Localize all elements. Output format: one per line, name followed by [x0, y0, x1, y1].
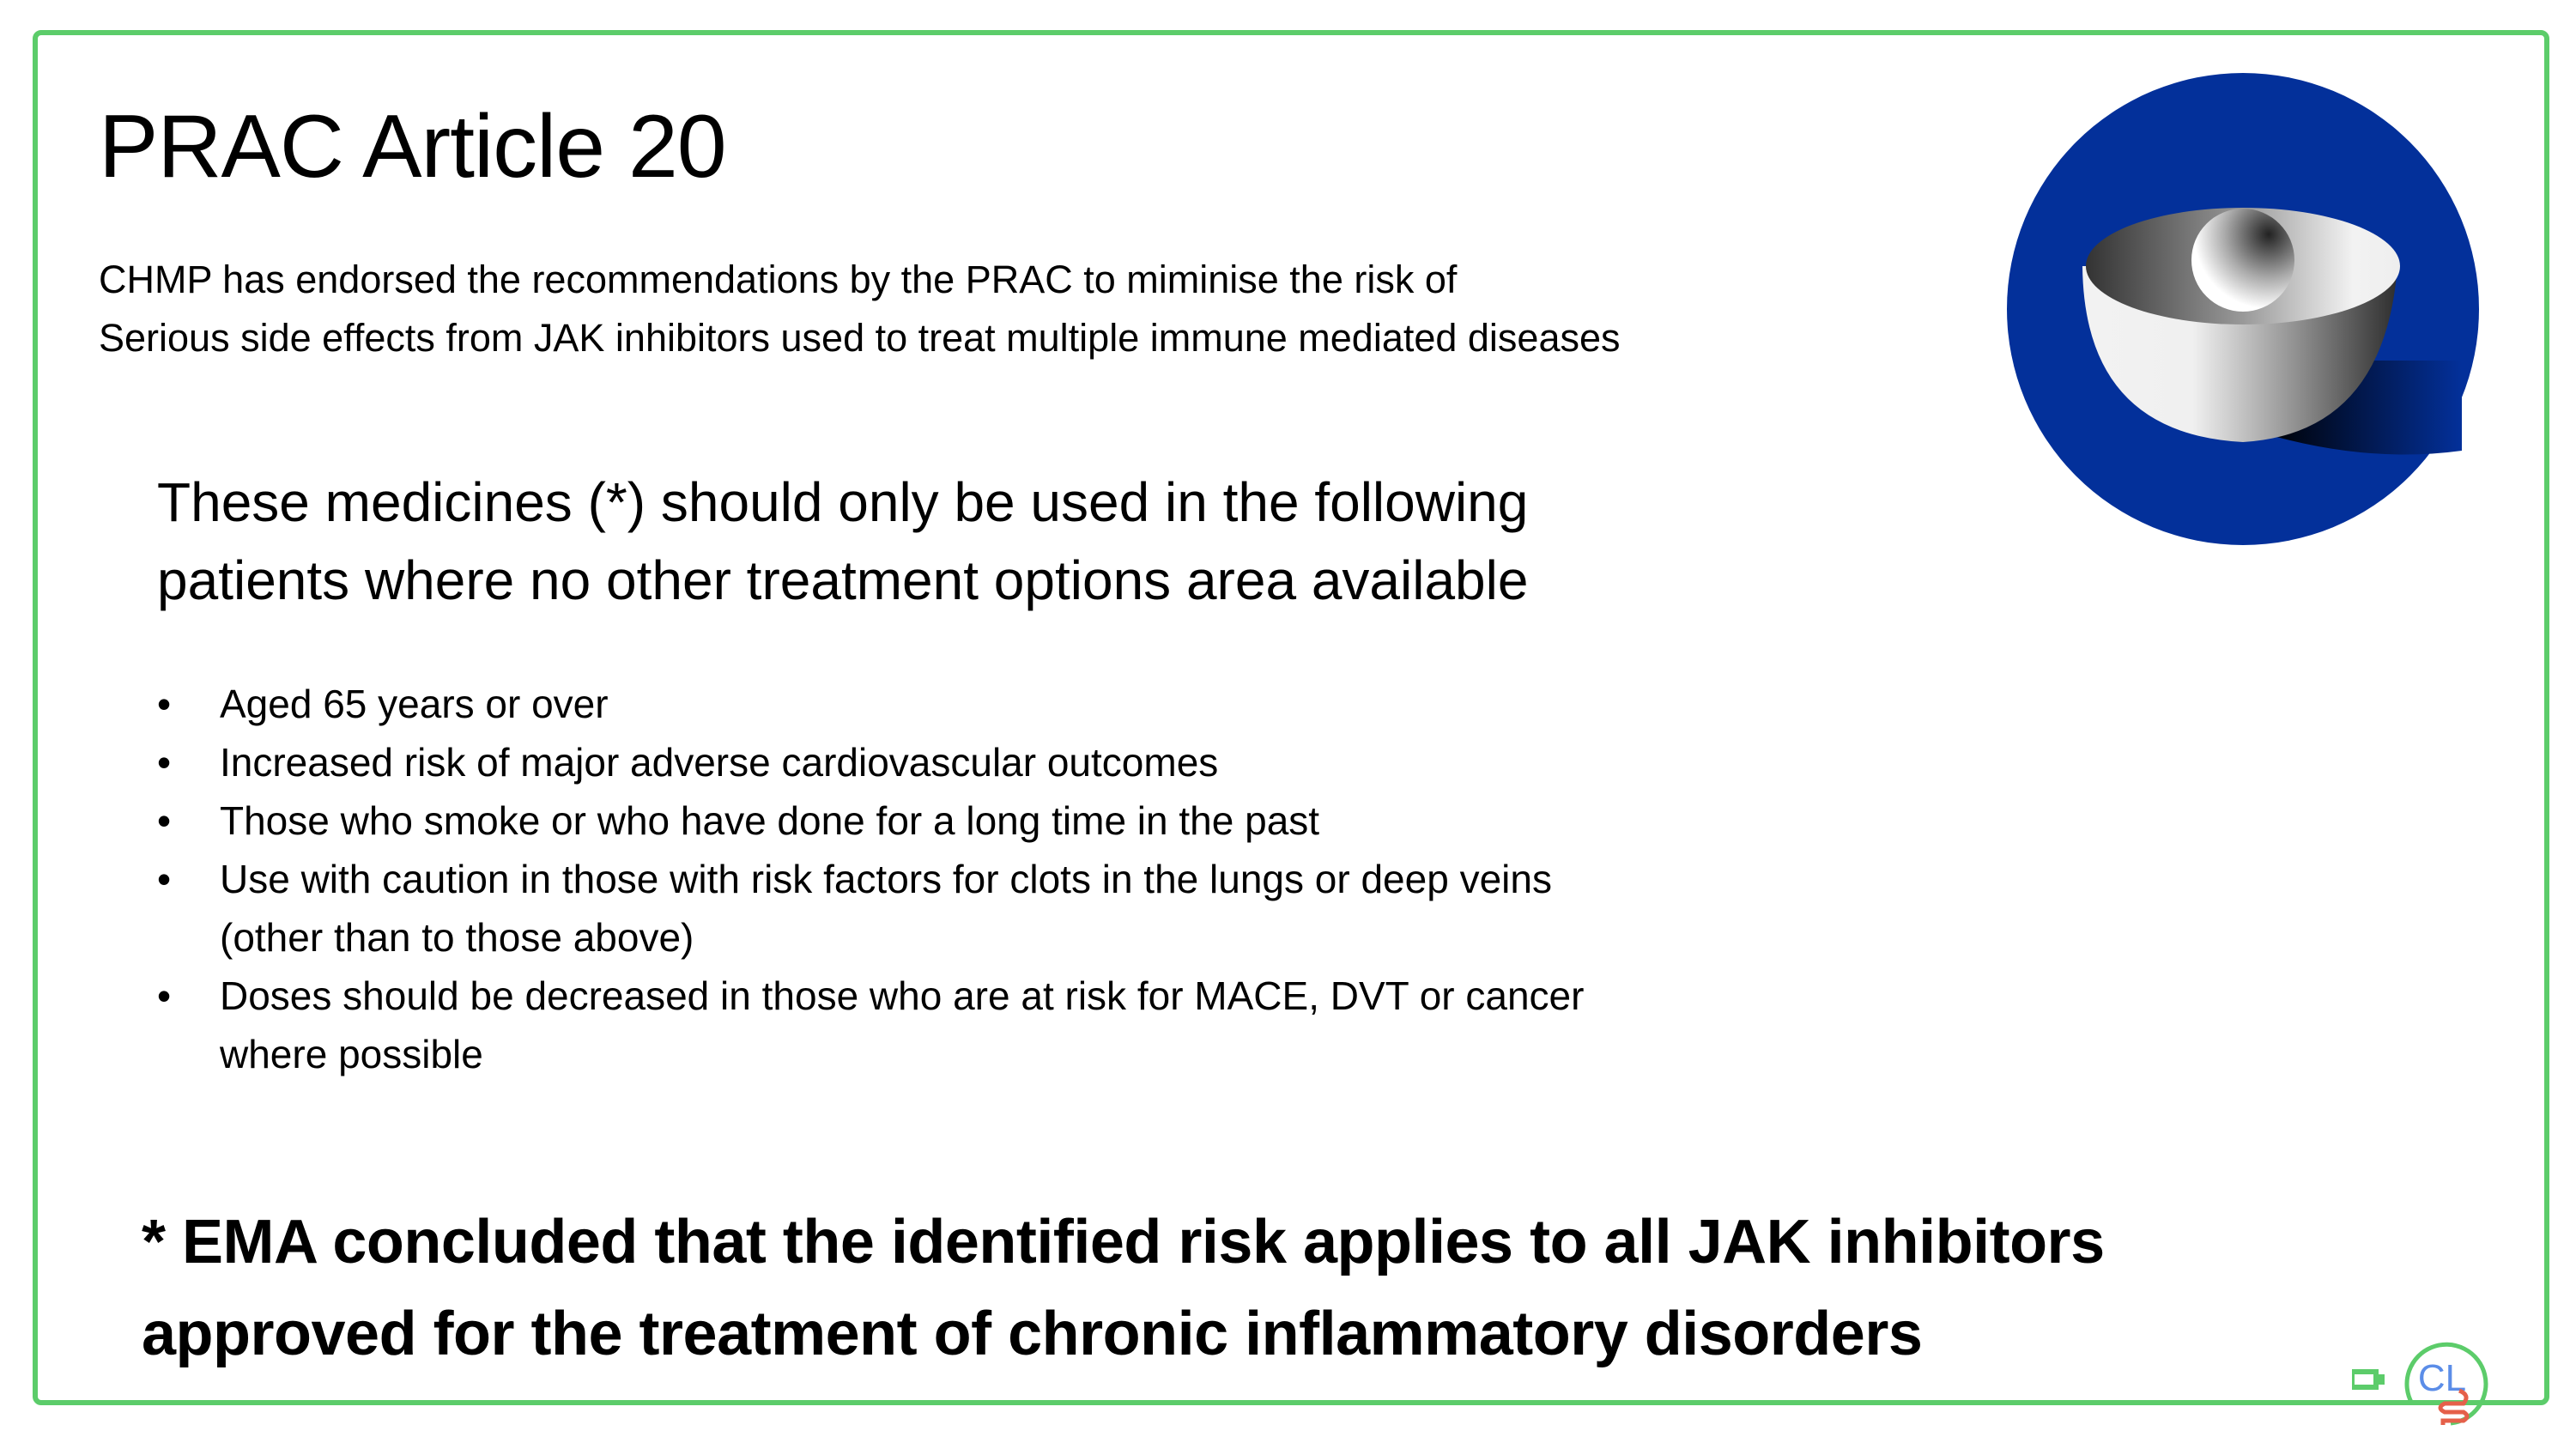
slide-title: PRAC Article 20	[99, 97, 726, 197]
ema-logo-icon	[2007, 73, 2479, 545]
list-item-text: (other than to those above)	[220, 915, 694, 960]
list-item-text: • Doses should be decreased in those who are at risk for MACE, DVT or cancer	[220, 973, 1585, 1018]
section-heading	[157, 464, 1528, 620]
list-item	[157, 850, 1584, 967]
conclusion-line: * EMA concluded that the identified risk applies to all JAK inhibitors	[142, 1208, 2105, 1276]
svg-text:CL: CL	[2417, 1357, 2467, 1399]
conclusion-line: approved for the treatment of chronic inflammatory disorders	[142, 1300, 1923, 1368]
list-item-text: • Use with caution in those with risk factors for clots in the lungs or deep veins	[220, 857, 1552, 901]
conclusion	[142, 1197, 2105, 1380]
list-item	[157, 967, 1584, 1083]
list-item-text: where possible	[220, 1032, 483, 1076]
list-item-text: Those who smoke or who have done for a long time in the past	[220, 798, 1320, 843]
subtitle-line: Serious side effects from JAK inhibitors used to treat multiple immune mediated diseases	[99, 316, 1621, 360]
subtitle-line: CHMP has endorsed the recommendations by the PRAC to miminise the risk of	[99, 258, 1458, 301]
bullet-list	[157, 675, 1584, 1083]
list-item-text: Aged 65 years or over	[220, 682, 609, 726]
list-item	[157, 791, 1584, 850]
heading-line: These medicines (*) should only be used in the following	[157, 471, 1529, 533]
list-item	[157, 733, 1584, 791]
list-item-text: Increased risk of major adverse cardiovascular outcomes	[220, 740, 1219, 785]
list-item	[157, 675, 1584, 733]
cl-logo-icon	[2352, 1331, 2524, 1442]
heading-line: patients where no other treatment options area available	[157, 549, 1529, 611]
subtitle	[99, 251, 1621, 367]
